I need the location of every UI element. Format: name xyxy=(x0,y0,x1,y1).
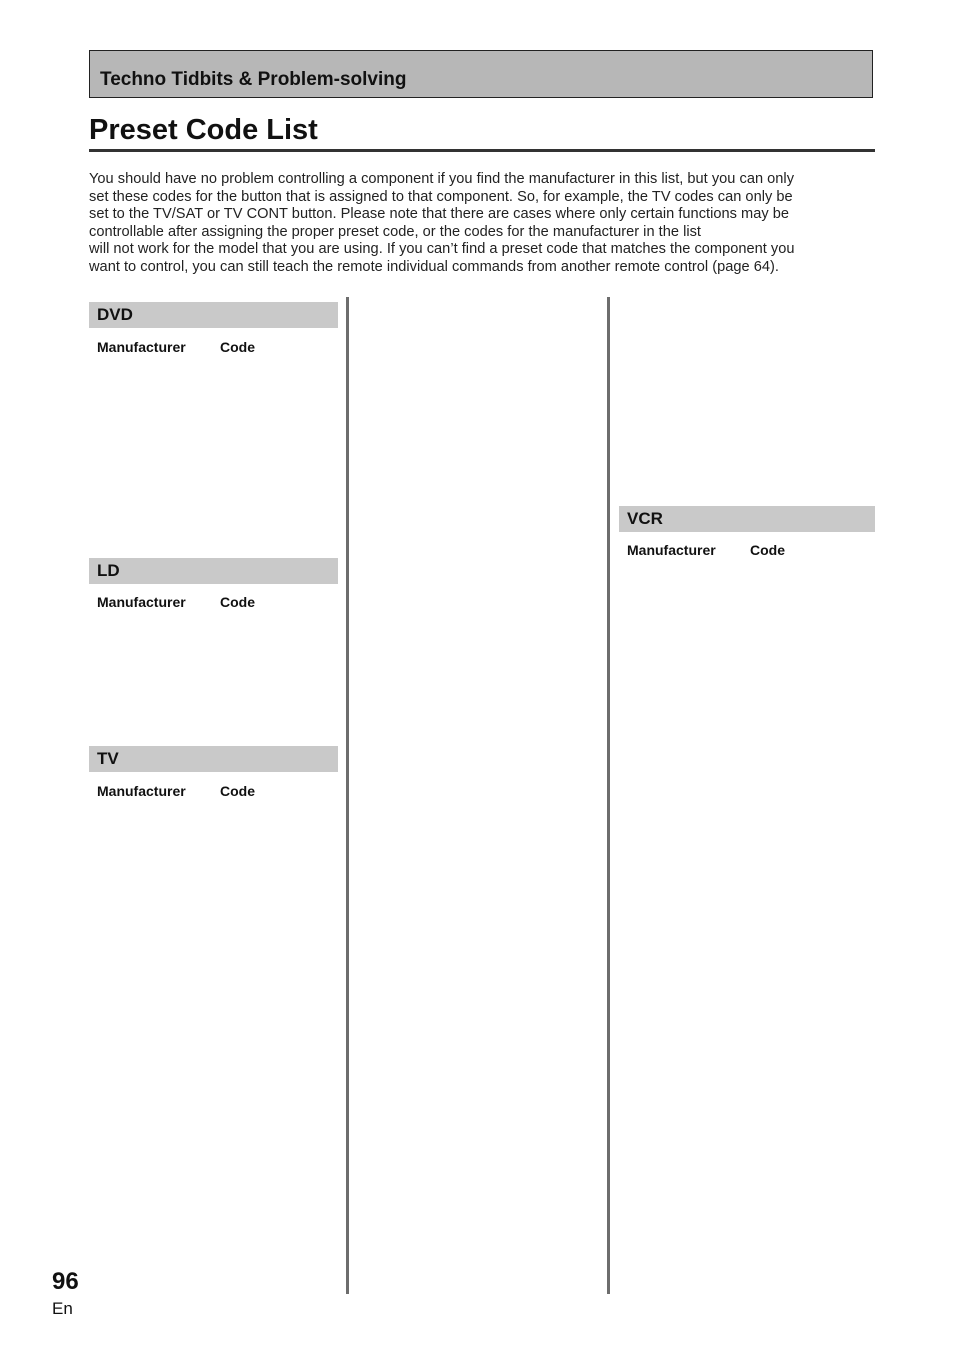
intro-line: will not work for the model that you are using. If you can’t find a preset code that matches the component you xyxy=(89,241,795,257)
intro-line: want to control, you can still teach the remote individual commands from another remote control (page 64). xyxy=(89,258,779,275)
intro-paragraph xyxy=(89,171,869,276)
intro-line: controllable after assigning the proper preset code, or the codes for the manufacturer in the list xyxy=(89,223,701,240)
category-title: DVD xyxy=(97,305,133,324)
category-header-tv xyxy=(89,746,338,772)
page-language: En xyxy=(52,1299,73,1318)
column-label-manufacturer: Manufacturer xyxy=(97,594,186,610)
intro-line: You should have no problem controlling a component if you find the manufacturer in this list, but you can only xyxy=(89,171,795,187)
page-number: 96 xyxy=(52,1268,79,1295)
title-underline xyxy=(89,149,875,152)
column-divider-right xyxy=(607,297,610,1294)
category-title: TV xyxy=(97,749,119,768)
chapter-header xyxy=(89,50,873,98)
column-label-code: Code xyxy=(220,339,255,355)
chapter-title: Techno Tidbits & Problem-solving xyxy=(100,69,407,90)
category-title: LD xyxy=(97,561,120,580)
category-header-dvd xyxy=(89,302,338,328)
category-header-ld xyxy=(89,558,338,584)
column-label-code: Code xyxy=(220,783,255,799)
intro-line: set to the TV/SAT or TV CONT button. Please note that there are cases where only certain functions may be xyxy=(89,206,789,222)
category-title: VCR xyxy=(627,509,663,528)
column-label-manufacturer: Manufacturer xyxy=(627,542,716,558)
category-header-vcr xyxy=(619,506,875,532)
column-label-manufacturer: Manufacturer xyxy=(97,339,186,355)
page-title: Preset Code List xyxy=(89,114,318,146)
column-label-code: Code xyxy=(750,542,785,558)
column-divider-left xyxy=(346,297,349,1294)
intro-line: set these codes for the button that is assigned to that component. So, for example, the TV codes can only be xyxy=(89,188,793,205)
column-label-manufacturer: Manufacturer xyxy=(97,783,186,799)
column-label-code: Code xyxy=(220,594,255,610)
